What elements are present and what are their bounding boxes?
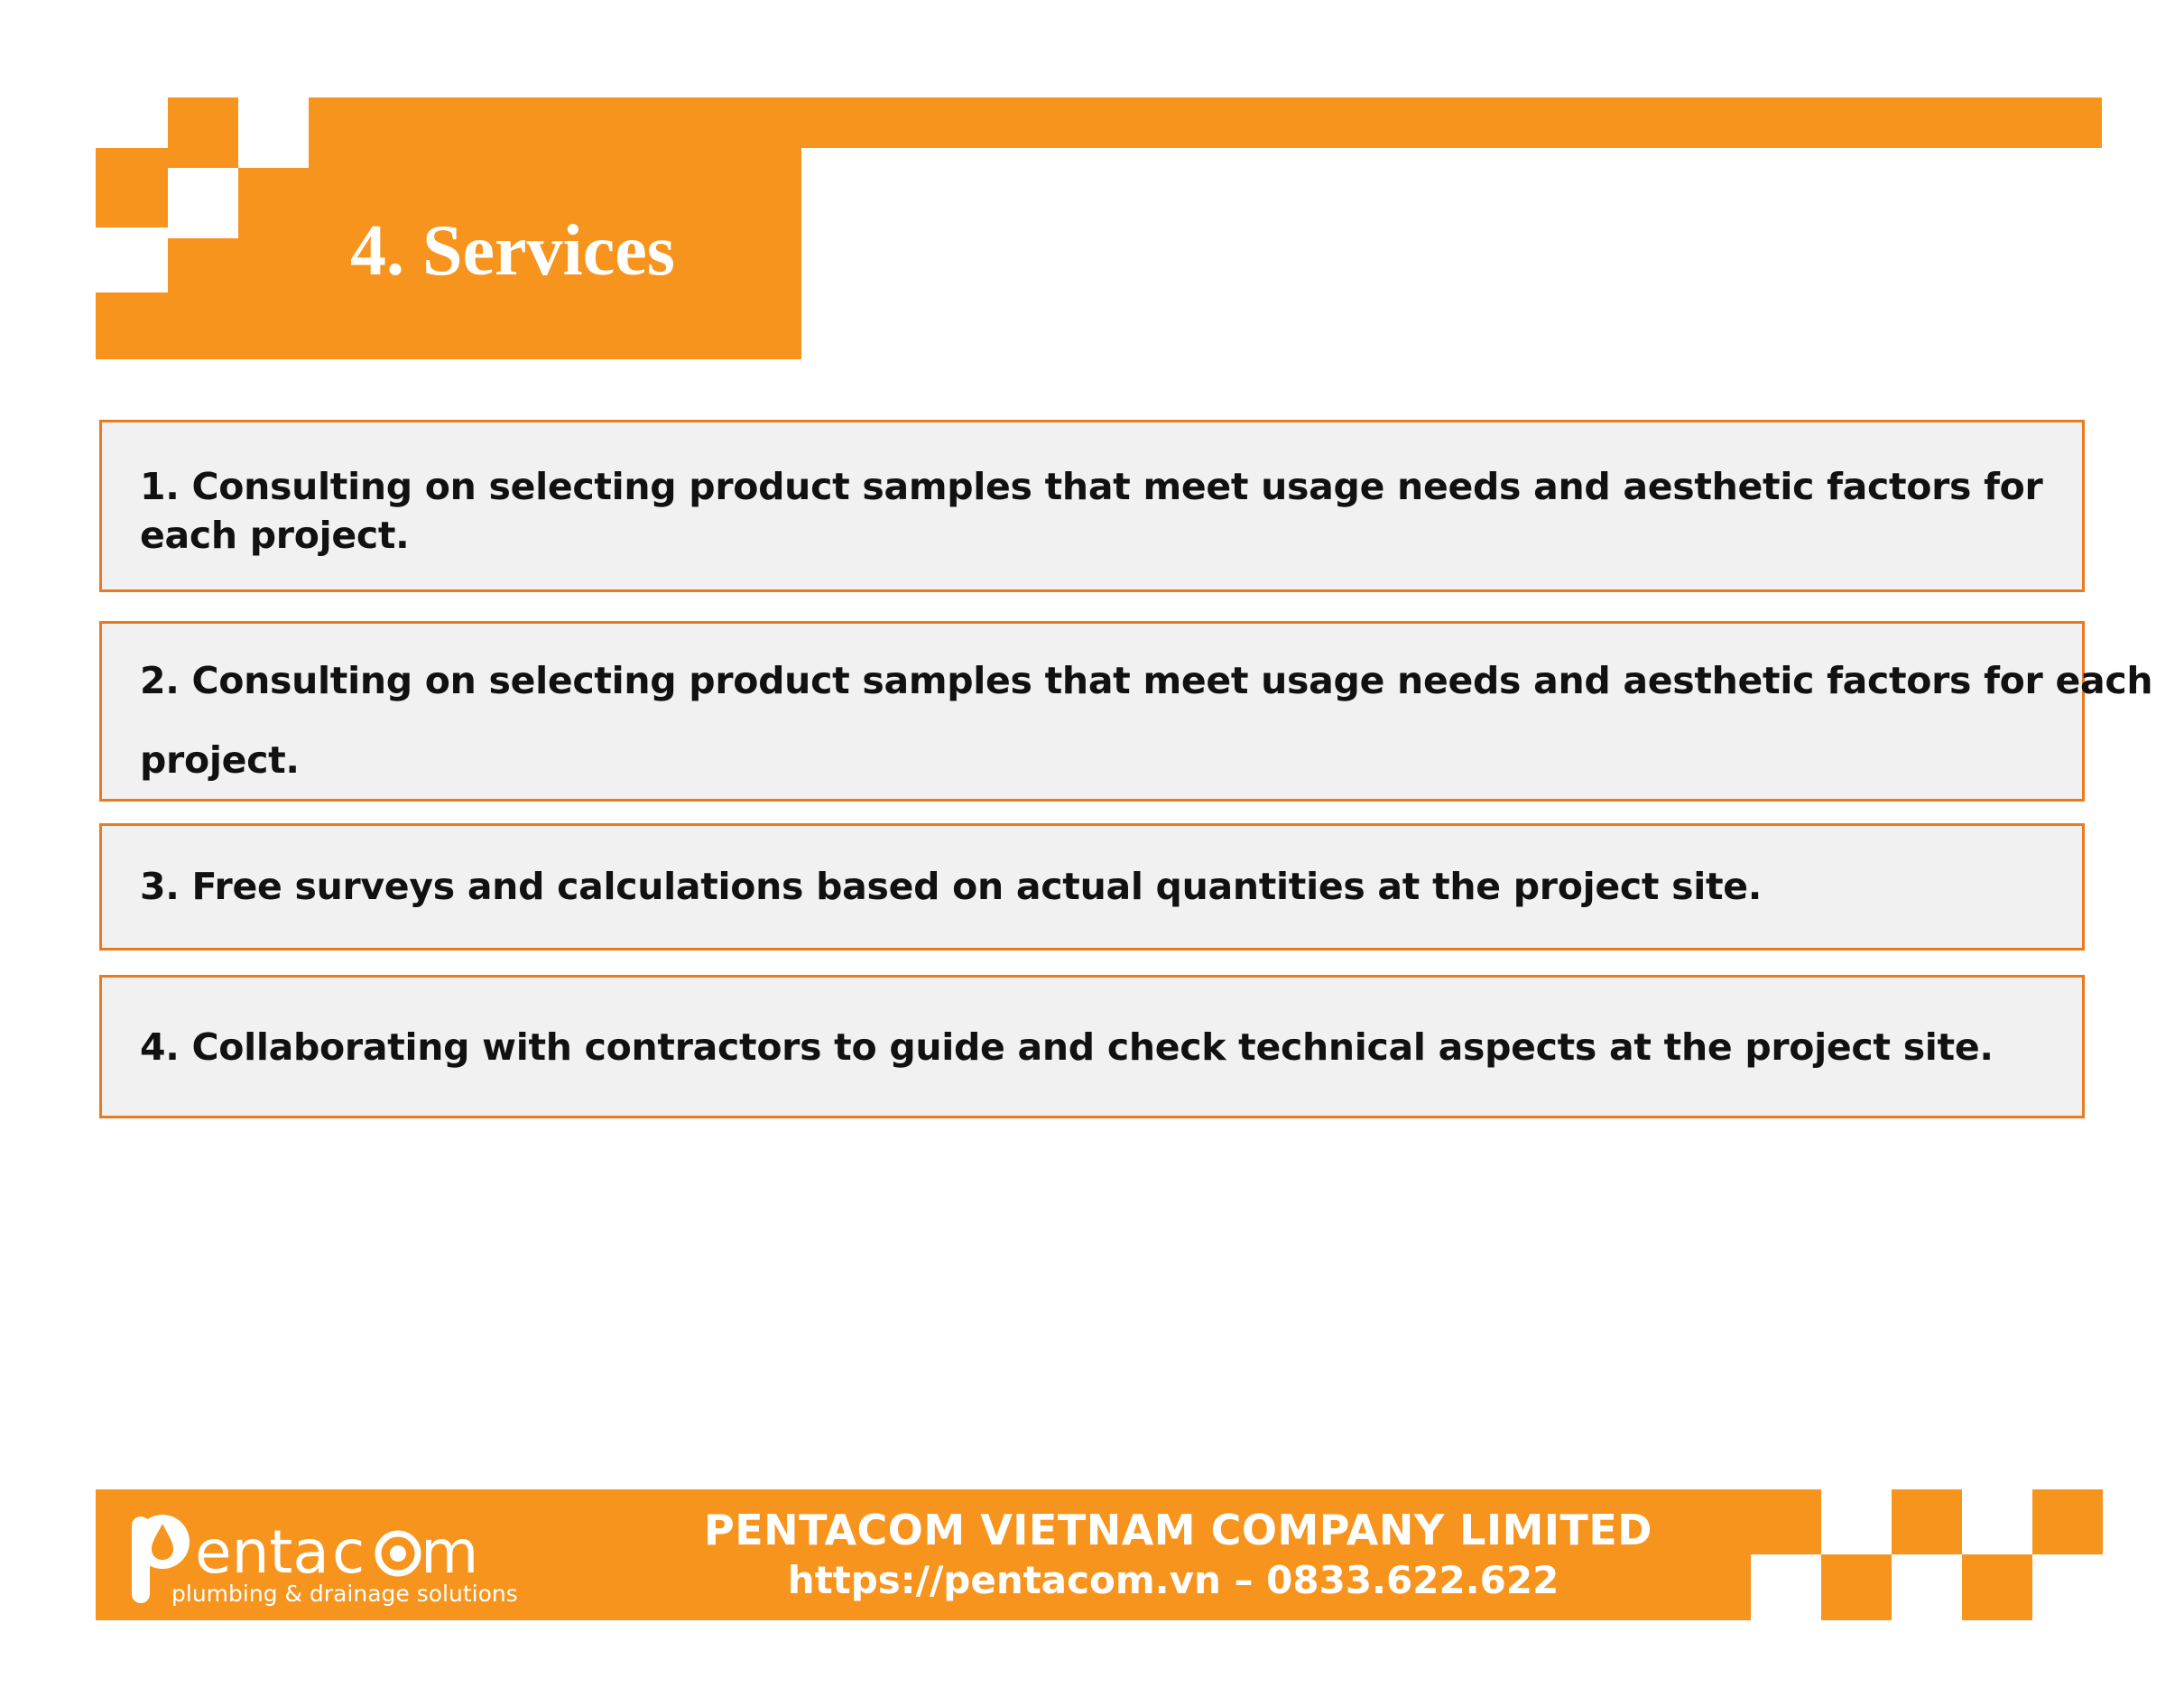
header-checker-square bbox=[96, 227, 168, 292]
header-checker-square bbox=[168, 97, 238, 168]
header-checker-gap bbox=[238, 148, 309, 168]
service-item-1 bbox=[99, 420, 2085, 592]
svg-text:m: m bbox=[421, 1517, 479, 1587]
service-text: 3. Free surveys and calculations based on actual quantities at the project site. bbox=[140, 865, 1763, 908]
logo-tagline: plumbing & drainage solutions bbox=[171, 1581, 518, 1607]
svg-text:enta: enta bbox=[195, 1517, 329, 1587]
service-text-line-2: project. bbox=[140, 738, 300, 782]
footer-checker-square bbox=[1962, 1554, 2032, 1620]
company-name: PENTACOM VIETNAM COMPANY LIMITED bbox=[704, 1506, 1652, 1554]
footer-checker-square bbox=[1751, 1489, 1821, 1554]
footer-checker-square bbox=[2032, 1489, 2103, 1554]
company-contact: https://pentacom.vn – 0833.622.622 bbox=[787, 1558, 1559, 1602]
service-item-2 bbox=[99, 621, 2153, 802]
service-text-line-1: 2. Consulting on selecting product samples that meet usage needs and aesthetic factors for each bbox=[140, 659, 2153, 702]
footer-checker-square bbox=[1892, 1489, 1962, 1554]
header-band bbox=[309, 97, 2102, 148]
service-item-3 bbox=[99, 823, 2085, 951]
footer-checker-square bbox=[1821, 1554, 1892, 1620]
pentacom-logo bbox=[126, 1504, 551, 1608]
service-text: 4. Collaborating with contractors to guide and check technical aspects at the project site. bbox=[140, 1025, 1994, 1069]
header-checker-square bbox=[168, 168, 238, 238]
header-checker-square bbox=[238, 168, 309, 238]
service-text: 1. Consulting on selecting product samples that meet usage needs and aesthetic factors for each project. bbox=[140, 465, 2043, 557]
service-item-4 bbox=[99, 975, 2085, 1118]
svg-text:c: c bbox=[332, 1517, 366, 1587]
page-title: 4. Services bbox=[350, 211, 675, 291]
